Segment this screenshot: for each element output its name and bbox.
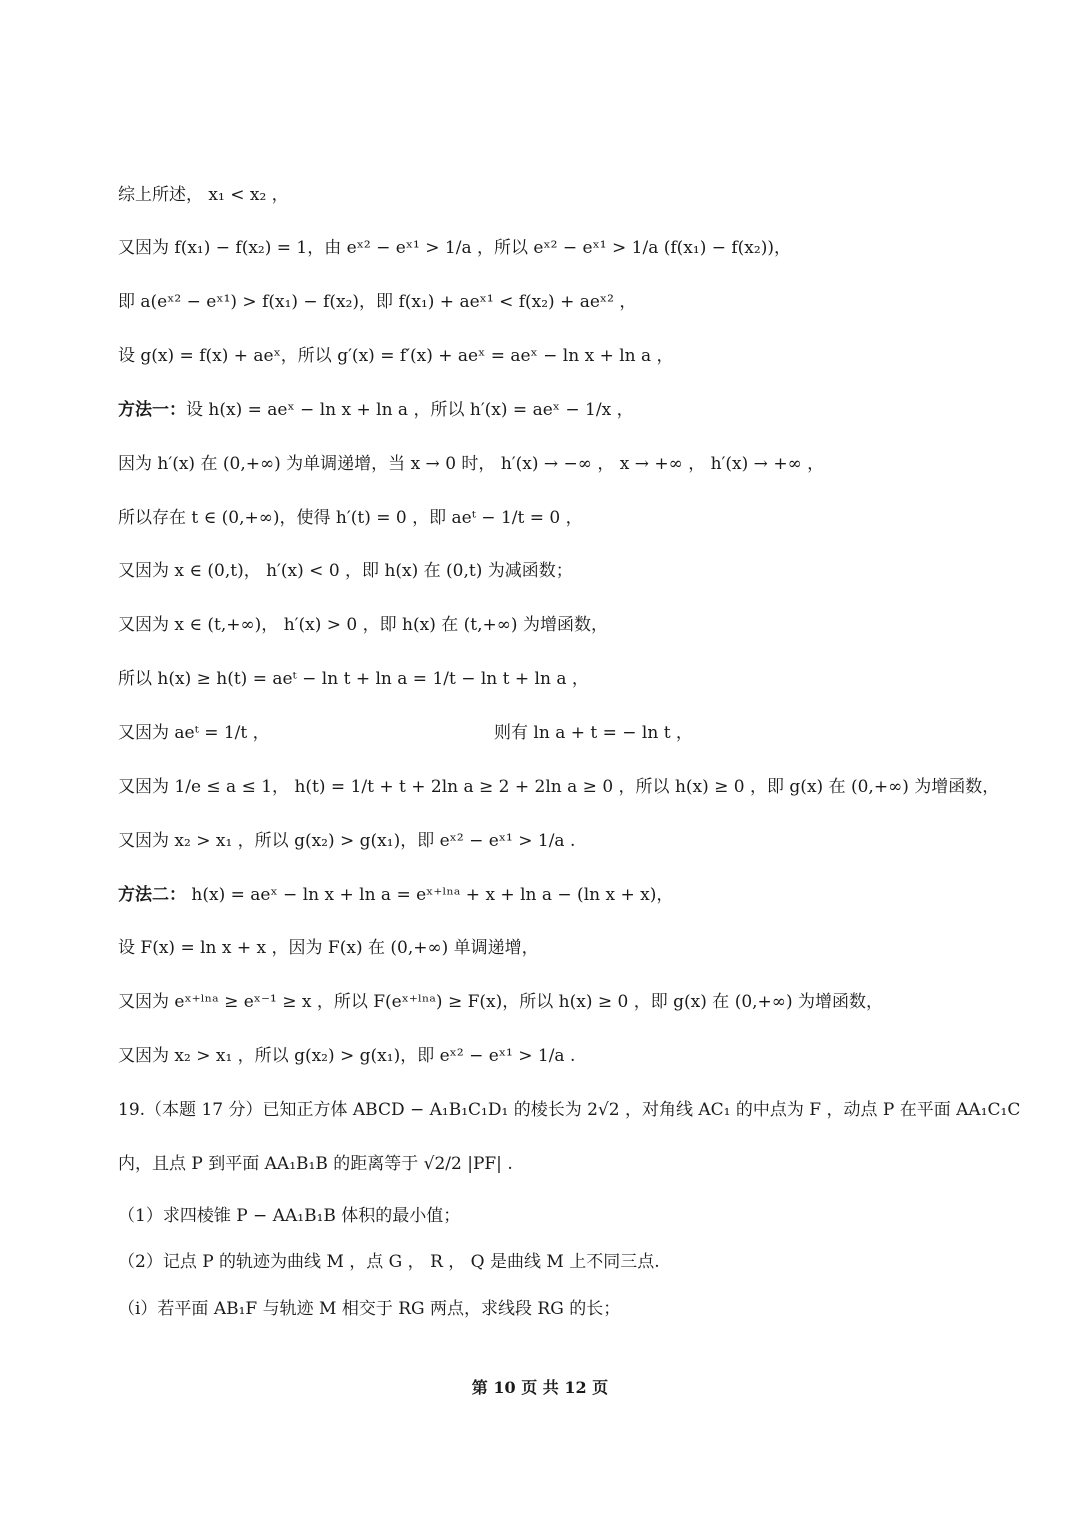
page-footer: 第 10 页 共 12 页 — [471, 1378, 609, 1397]
text-line — [118, 883, 673, 907]
text-line: 设 g(x) = f(x) + aeˣ，所以 g′(x) = f′(x) + aeˣ = aeˣ − ln x + ln a ， — [118, 346, 674, 366]
text-line: 又因为 f(x₁) − f(x₂) = 1，由 eˣ² − eˣ¹ > 1/a ，所以 eˣ² − eˣ¹ > 1/a (f(x₁) − f(x₂))， — [118, 238, 791, 258]
text-line: 又因为 x₂ > x₁ ，所以 g(x₂) > g(x₁)，即 eˣ² − eˣ¹ > 1/a . — [118, 831, 576, 851]
text-line: （1）求四棱锥 P − AA₁B₁B 体积的最小值； — [118, 1206, 461, 1226]
text-line: 即 a(eˣ² − eˣ¹) > f(x₁) − f(x₂)，即 f(x₁) + aeˣ¹ < f(x₂) + aeˣ² ， — [118, 292, 637, 312]
text-line: 则有 ln a + t = − ln t ， — [494, 723, 693, 743]
text-fragment: 设 h(x) = aeˣ − ln x + ln a ，所以 h′(x) = aeˣ − 1/x ， — [186, 400, 634, 420]
text-line: 又因为 x ∈ (0,t)， h′(x) < 0 ，即 h(x) 在 (0,t) 为减函数； — [118, 561, 573, 581]
text-line: 又因为 x ∈ (t,+∞)， h′(x) > 0 ，即 h(x) 在 (t,+∞) 为增函数， — [118, 615, 608, 635]
method-one-label: 方法一： — [118, 400, 186, 420]
text-line: （i）若平面 AB₁F 与轨迹 M 相交于 RG 两点，求线段 RG 的长； — [118, 1299, 621, 1319]
text-line: 又因为 1/e ≤ a ≤ 1， h(t) = 1/t + t + 2ln a ≥ 2 + 2ln a ≥ 0 ，所以 h(x) ≥ 0 ，即 g(x) 在 (0,+∞) 为增函数， — [118, 777, 1000, 797]
text-line — [118, 398, 634, 422]
text-line: 综上所述， x₁ < x₂ ， — [118, 185, 289, 205]
text-line: 所以 h(x) ≥ h(t) = aeᵗ − ln t + ln a = 1/t − ln t + ln a ， — [118, 669, 589, 689]
text-fragment: h(x) = aeˣ − ln x + ln a = eˣ⁺ˡⁿᵃ + x + ln a − (ln x + x)， — [186, 885, 674, 905]
text-line: 又因为 aeᵗ = 1/t ， — [118, 723, 270, 743]
text-line: （2）记点 P 的轨迹为曲线 M ，点 G ， R ， Q 是曲线 M 上不同三点. — [118, 1252, 660, 1272]
text-line: 内，且点 P 到平面 AA₁B₁B 的距离等于 √2/2 |PF| . — [118, 1154, 513, 1174]
method-two-label: 方法二： — [118, 885, 186, 905]
text-line: 因为 h′(x) 在 (0,+∞) 为单调递增，当 x → 0 时， h′(x) → −∞ ， x → +∞ ， h′(x) → +∞ ， — [118, 454, 825, 474]
text-line: 设 F(x) = ln x + x ，因为 F(x) 在 (0,+∞) 单调递增， — [118, 938, 539, 958]
text-line: 又因为 eˣ⁺ˡⁿᵃ ≥ eˣ⁻¹ ≥ x ，所以 F(eˣ⁺ˡⁿᵃ) ≥ F(x)，所以 h(x) ≥ 0 ，即 g(x) 在 (0,+∞) 为增函数， — [118, 992, 883, 1012]
text-line: 所以存在 t ∈ (0,+∞)，使得 h′(t) = 0 ，即 aeᵗ − 1/t = 0 ， — [118, 508, 583, 528]
text-line: 又因为 x₂ > x₁ ，所以 g(x₂) > g(x₁)，即 eˣ² − eˣ¹ > 1/a . — [118, 1046, 576, 1066]
text-line: 19.（本题 17 分）已知正方体 ABCD − A₁B₁C₁D₁ 的棱长为 2√2 ，对角线 AC₁ 的中点为 F ，动点 P 在平面 AA₁C₁C — [118, 1100, 1021, 1120]
